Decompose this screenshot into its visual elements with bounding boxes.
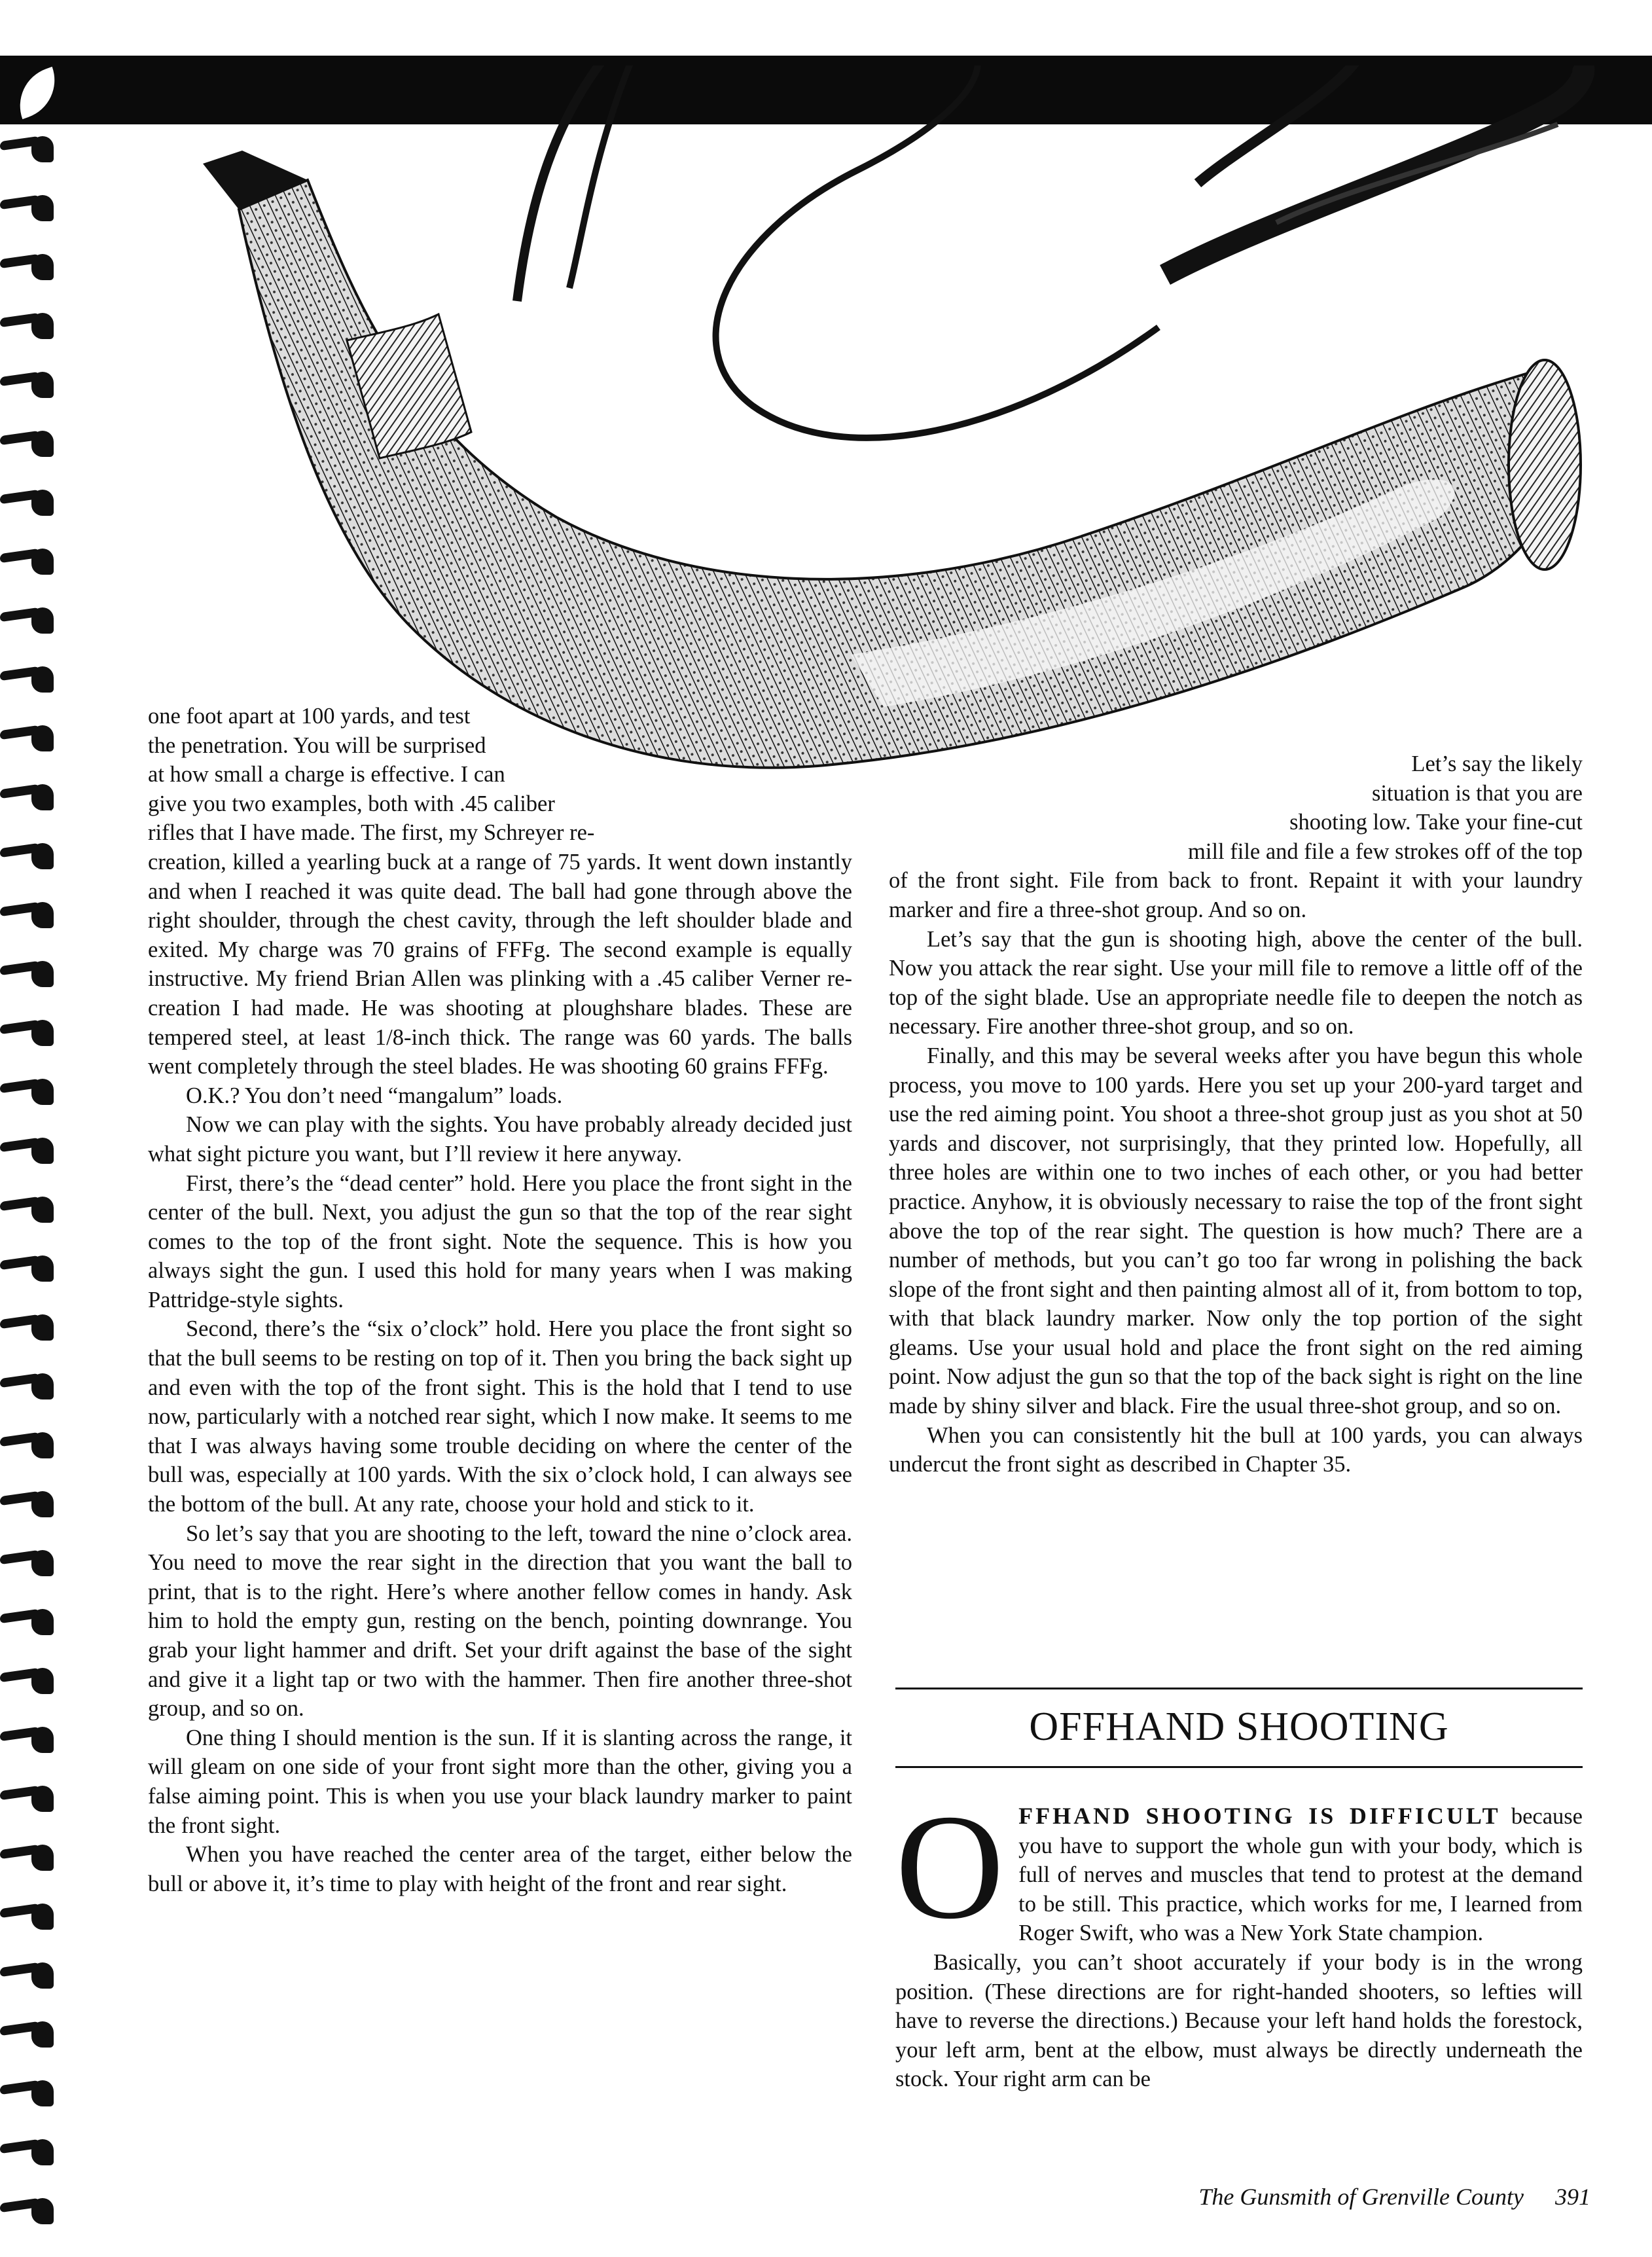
paragraph: O.K.? You don’t need “mangalum” loads. <box>186 1083 563 1108</box>
text-line: Let’s say the likely <box>1411 751 1583 776</box>
paragraph: Let’s say that the gun is shooting high, above the center of the bull. Now you attack the rear sight. Use your mill file to remove a little off of the top of the sight blade. Use an appropriate needle file to deepen the notch as necessary. Fire another three-shot group, and so on. <box>889 926 1583 1039</box>
binding-ring <box>0 1604 60 1634</box>
paragraph: Second, there’s the “six o’clock” hold. Here you place the front sight so that the bull seems to be resting on top of it. Then you bring the back sight up and even with the top of the front sight. This is the hold that I tend to use now, particularly with a notched rear sight, which I now make. It seems to me that I was always having some trouble deciding on where the center of the bull was, especially at 100 yards. With the six o’clock hold, I can always see the bottom of the bull. At any rate, choose your hold and stick to it. <box>148 1316 852 1517</box>
binding-ring <box>0 190 60 220</box>
paragraph: Now we can play with the sights. You have probably already decided just what sight picture you want, but I’ll review it here anyway. <box>148 1112 852 1166</box>
text-line: rifles that I have made. The first, my Schreyer re- <box>148 820 595 846</box>
binding-ring <box>0 484 60 515</box>
section-heading-block <box>895 1688 1583 1768</box>
paragraph: creation, killed a yearling buck at a range of 75 yards. It went down instantly and when I reached it was quite dead. The ball had gone through above the right shoulder, through the chest cavity, through the left shoulder blade and exited. My charge was 70 grains of FFFg. The second example is equally instructive. My friend Brian Allen was plinking with a .45 caliber Verner re-creation I had made. He was shooting at ploughshare blades. These are tempered steel, at least 1/8-inch thick. The range was 60 yards. The balls went completely through the steel blades. He was shooting 60 grains FFFg. <box>148 849 852 1079</box>
binding-ring <box>0 1191 60 1221</box>
binding-ring <box>0 249 60 279</box>
text-line: situation is that you are <box>1372 780 1583 806</box>
binding-ring <box>0 897 60 927</box>
binding-ring <box>0 1839 60 1869</box>
binding-ring <box>0 1780 60 1811</box>
binding-ring <box>0 543 60 573</box>
lead-in-caps: FFHAND SHOOTING IS DIFFICULT <box>1018 1803 1501 1829</box>
page-footer <box>1152 2183 1590 2211</box>
text-line: give you two examples, both with .45 caliber <box>148 791 555 816</box>
binding-ring <box>0 779 60 809</box>
binding-ring <box>0 1486 60 1516</box>
binding-ring <box>0 1545 60 1575</box>
text-line: the penetration. You will be surprised <box>148 732 486 758</box>
binding-ring <box>0 720 60 750</box>
paragraph: Basically, you can’t shoot accurately if your body is in the wrong position. (These directions are for right-handed shooters, so lefties will have to reverse the directions.) Because your left hand holds the forestock, your left arm, bent at the elbow, must always be directly underneath the stock. Your right arm can be <box>895 1949 1583 2092</box>
divider <box>895 1688 1583 1689</box>
binding-ring <box>0 602 60 632</box>
paragraph: So let’s say that you are shooting to the left, toward the nine o’clock area. You need to move the rear sight in the direction that you want the ball to print, that is to the right. Here’s where another fellow comes in handy. Ask him to hold the empty gun, resting on the bench, pointing downrange. You grab your light hammer and drift. Set your drift against the base of the sight and give it a light tap or two with the hammer. Then fire another three-shot group, and so on. <box>148 1521 852 1722</box>
section-heading: OFFHAND SHOOTING <box>1029 1705 1449 1749</box>
paragraph: of the front sight. File from back to front. Repaint it with your laundry marker and fire a three-shot group. And so on. <box>889 868 1583 922</box>
binding-ring <box>0 425 60 456</box>
binding-ring <box>0 1074 60 1104</box>
binding-ring <box>0 1722 60 1752</box>
binding-ring <box>0 1015 60 1045</box>
offhand-section <box>895 1783 1583 2094</box>
text-line: shooting low. Take your fine-cut <box>1289 810 1583 835</box>
paragraph: When you have reached the center area of the target, either below the bull or above it, it’s time to play with height of the front and rear sight. <box>148 1842 852 1896</box>
lead-in-text: because you have to support the whole gun with your body, which is full of nerves and muscles that tend to protest at the demand to be still. This practice, which works for me, I learned from Roger Swift, who was a New York State champion. <box>1018 1804 1583 1946</box>
page-number: 391 <box>1555 2184 1590 2210</box>
text-line: mill file and file a few strokes off of the top <box>1188 839 1583 864</box>
binding-ring <box>0 1898 60 1928</box>
binding-ring <box>0 2134 60 2164</box>
binding-ring <box>0 838 60 868</box>
binding-ring <box>0 1427 60 1457</box>
binding-ring <box>0 2075 60 2105</box>
paragraph: One thing I should mention is the sun. If it is slanting across the range, it will gleam on one side of your front sight more than the other, giving you a false aiming point. This is when you use your black laundry marker to paint the front sight. <box>148 1725 852 1838</box>
drop-cap: O <box>895 1783 1005 1950</box>
paragraph: When you can consistently hit the bull at 100 yards, you can always undercut the front sight as described in Chapter 35. <box>889 1422 1583 1477</box>
paragraph: Finally, and this may be several weeks after you have begun this whole process, you move to 100 yards. Here you set up your 200-yard target and use the red aiming point. You shoot a three-shot group just as you shot at 50 yards and discover, not surprisingly, that they printed low. Hopefully, all three holes are within one to two inches of each other, or you had better practice. Anyhow, it is obviously necessary to raise the top of the front sight above the top of the rear sight. The question is how much? There are a number of methods, but you can’t go too far wrong in polishing the back slope of the front sight and then painting almost all of it, from bottom to top, with that black laundry marker. Now only the top portion of the sight gleams. Use your usual hold and place the front sight on the red aiming point. Now adjust the gun so that the top of the back sight is right on the line made by shiny silver and black. Fire the usual three-shot group, and so on. <box>889 1043 1583 1419</box>
binding-ring <box>0 2193 60 2223</box>
binding-ring <box>0 367 60 397</box>
binding-ring <box>0 1957 60 1987</box>
binding-ring <box>0 131 60 161</box>
book-title: The Gunsmith of Grenville County <box>1198 2184 1524 2210</box>
spiral-binding <box>0 131 72 2252</box>
left-column <box>148 702 852 1898</box>
binding-ring <box>0 2016 60 2046</box>
binding-ring <box>0 1250 60 1280</box>
binding-ring <box>0 956 60 986</box>
right-column <box>889 749 1583 1479</box>
paragraph: First, there’s the “dead center” hold. Here you place the front sight in the center of the bull. Next, you adjust the gun so that the top of the rear sight comes to the top of the front sight. Note the sequence. This is how you always sight the gun. I used this hold for many years when I was making Pattridge-style sights. <box>148 1170 852 1312</box>
divider <box>895 1766 1583 1768</box>
text-line: at how small a charge is effective. I can <box>148 762 505 787</box>
text-line: one foot apart at 100 yards, and test <box>148 704 471 729</box>
binding-ring <box>0 661 60 691</box>
binding-ring <box>0 1309 60 1339</box>
binding-ring <box>0 1132 60 1163</box>
binding-ring <box>0 308 60 338</box>
binding-ring <box>0 1368 60 1398</box>
binding-ring <box>0 1663 60 1693</box>
